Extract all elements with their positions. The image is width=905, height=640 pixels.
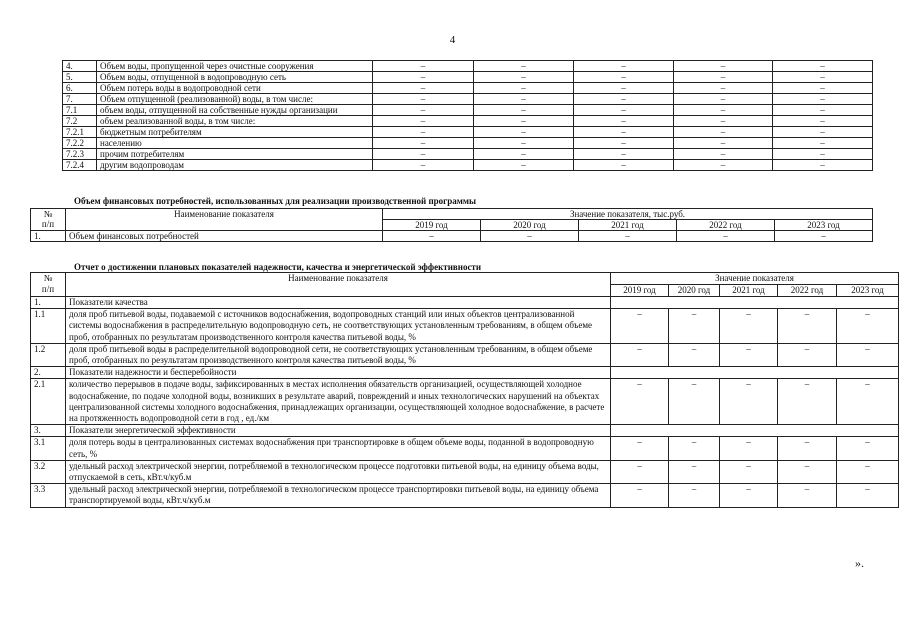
row-value: – xyxy=(674,105,773,116)
table-row xyxy=(63,94,873,105)
year-header: 2020 год xyxy=(481,220,579,231)
year-header: 2023 год xyxy=(837,285,899,297)
row-value: – xyxy=(720,437,778,460)
table-row xyxy=(31,231,873,242)
row-value: – xyxy=(773,105,873,116)
row-number: 7.2.3 xyxy=(63,149,97,160)
water-volume-table xyxy=(62,60,873,171)
row-value: – xyxy=(674,83,773,94)
row-value: – xyxy=(773,83,873,94)
row-value: – xyxy=(474,105,574,116)
row-value: – xyxy=(611,437,669,460)
finance-col-name: Наименование показателя xyxy=(66,209,383,231)
row-value: – xyxy=(720,460,778,483)
row-value: – xyxy=(778,379,837,425)
row-name: Объем потерь воды в водопроводной сети xyxy=(97,83,373,94)
year-header: 2023 год xyxy=(775,220,873,231)
row-number: 7. xyxy=(63,94,97,105)
row-value: – xyxy=(474,72,574,83)
row-number: 4. xyxy=(63,61,97,72)
finance-col-value: Значение показателя, тыс.руб. xyxy=(383,209,873,220)
closing-quote-mark: ». xyxy=(855,556,864,570)
row-value: – xyxy=(574,127,674,138)
year-header: 2019 год xyxy=(383,220,481,231)
year-header: 2021 год xyxy=(720,285,778,297)
report-col-name: Наименование показателя xyxy=(66,273,611,297)
row-value: – xyxy=(669,437,720,460)
row-number: 1. xyxy=(31,297,66,309)
year-header: 2022 год xyxy=(677,220,775,231)
row-name: доля проб питьевой воды в распределительной водопроводной сети, не соответствующих установленным требованиям, в общем объеме проб, отобранных по результатам производственного контроля качества питьевой воды, % xyxy=(66,343,611,366)
row-name: прочим потребителям xyxy=(97,149,373,160)
year-header: 2022 год xyxy=(778,285,837,297)
year-header: 2019 год xyxy=(611,285,669,297)
row-value: – xyxy=(373,72,474,83)
table-row xyxy=(63,160,873,171)
row-number: 1. xyxy=(31,231,66,242)
row-value: – xyxy=(674,116,773,127)
row-number: 7.2.2 xyxy=(63,138,97,149)
row-value: – xyxy=(669,460,720,483)
row-value: – xyxy=(474,94,574,105)
row-number: 1.2 xyxy=(31,343,66,366)
row-value: – xyxy=(383,231,481,242)
row-name: Объем отпущенной (реализованной) воды, в том числе: xyxy=(97,94,373,105)
row-value: – xyxy=(669,484,720,507)
report-col-num: № п/п xyxy=(31,273,66,297)
row-value: – xyxy=(373,127,474,138)
row-value: – xyxy=(720,343,778,366)
row-name: объем реализованной воды, в том числе: xyxy=(97,116,373,127)
row-name: Объем финансовых потребностей xyxy=(66,231,383,242)
row-number: 3. xyxy=(31,425,66,437)
row-value: – xyxy=(773,116,873,127)
table-row xyxy=(31,460,899,483)
row-value: – xyxy=(611,343,669,366)
row-value: – xyxy=(773,127,873,138)
row-value: – xyxy=(611,309,669,344)
row-value: – xyxy=(574,138,674,149)
section-spacer xyxy=(611,297,899,309)
row-value: – xyxy=(373,61,474,72)
row-value: – xyxy=(474,149,574,160)
row-value: – xyxy=(674,138,773,149)
table-row xyxy=(31,309,899,344)
row-number: 7.2 xyxy=(63,116,97,127)
row-number: 5. xyxy=(63,72,97,83)
row-value: – xyxy=(773,61,873,72)
row-value: – xyxy=(574,72,674,83)
row-value: – xyxy=(778,460,837,483)
row-value: – xyxy=(773,72,873,83)
section-row xyxy=(31,297,899,309)
row-value: – xyxy=(574,116,674,127)
report-table xyxy=(30,272,899,508)
row-name: удельный расход электрической энергии, потребляемой в технологическом процессе подготовки питьевой воды, на единицу объема воды, отпускаемой в сеть, кВт.ч/куб.м xyxy=(66,460,611,483)
row-value: – xyxy=(674,149,773,160)
row-value: – xyxy=(373,105,474,116)
year-header: 2021 год xyxy=(579,220,677,231)
report-col-value: Значение показателя xyxy=(611,273,899,285)
row-value: – xyxy=(837,437,899,460)
row-value: – xyxy=(474,127,574,138)
report-table-caption: Отчет о достижении плановых показателей надежности, качества и энергетической эффективности xyxy=(74,262,482,272)
row-value: – xyxy=(837,309,899,344)
page-number: 4 xyxy=(449,34,456,46)
finance-col-num: № п/п xyxy=(31,209,66,231)
section-spacer xyxy=(611,367,899,379)
row-value: – xyxy=(674,94,773,105)
table-row xyxy=(63,83,873,94)
table-row xyxy=(63,116,873,127)
row-value: – xyxy=(778,437,837,460)
section-row xyxy=(31,367,899,379)
row-number: 7.1 xyxy=(63,105,97,116)
row-value: – xyxy=(373,160,474,171)
year-header: 2020 год xyxy=(669,285,720,297)
row-value: – xyxy=(775,231,873,242)
row-number: 6. xyxy=(63,83,97,94)
row-value: – xyxy=(373,138,474,149)
row-value: – xyxy=(837,343,899,366)
row-value: – xyxy=(720,379,778,425)
row-value: – xyxy=(778,343,837,366)
row-value: – xyxy=(474,83,574,94)
row-value: – xyxy=(773,138,873,149)
row-value: – xyxy=(574,61,674,72)
row-name: населению xyxy=(97,138,373,149)
table-row xyxy=(31,379,899,425)
finance-table-caption: Объем финансовых потребностей, использованных для реализации производственной программы xyxy=(74,196,477,206)
row-value: – xyxy=(373,116,474,127)
row-value: – xyxy=(773,149,873,160)
row-value: – xyxy=(373,149,474,160)
row-value: – xyxy=(669,379,720,425)
section-title: Показатели качества xyxy=(66,297,611,309)
finance-table xyxy=(30,208,873,242)
row-value: – xyxy=(574,149,674,160)
table-row xyxy=(31,343,899,366)
row-value: – xyxy=(837,379,899,425)
row-name: доля потерь воды в централизованных системах водоснабжения при транспортировке в общем объеме воды, поданной в водопроводную сеть, % xyxy=(66,437,611,460)
section-row xyxy=(31,425,899,437)
row-value: – xyxy=(674,160,773,171)
row-value: – xyxy=(574,94,674,105)
section-title: Показатели энергетической эффективности xyxy=(66,425,611,437)
row-value: – xyxy=(720,484,778,507)
table-row xyxy=(63,127,873,138)
row-value: – xyxy=(481,231,579,242)
row-name: объем воды, отпущенной на собственные нужды организации xyxy=(97,105,373,116)
row-number: 3.3 xyxy=(31,484,66,507)
row-number: 7.2.4 xyxy=(63,160,97,171)
row-value: – xyxy=(773,160,873,171)
row-name: удельный расход электрической энергии, потребляемой в технологическом процессе транспортировки питьевой воды, на единицу объема транспортируемой воды, кВт.ч/куб.м xyxy=(66,484,611,507)
row-value: – xyxy=(373,94,474,105)
table-row xyxy=(63,149,873,160)
row-value: – xyxy=(574,105,674,116)
row-name: Объем воды, отпущенной в водопроводную сеть xyxy=(97,72,373,83)
row-value: – xyxy=(611,379,669,425)
row-number: 2.1 xyxy=(31,379,66,425)
row-value: – xyxy=(474,61,574,72)
row-value: – xyxy=(669,309,720,344)
table-row xyxy=(63,72,873,83)
row-value: – xyxy=(574,83,674,94)
row-name: бюджетным потребителям xyxy=(97,127,373,138)
row-value: – xyxy=(778,309,837,344)
row-name: доля проб питьевой воды, подаваемой с источников водоснабжения, водопроводных станций или иных объектов централизованной системы водоснабжения в распределительную водопроводную сеть, не соответствующих установленным требованиям, в общем объеме проб, отобранных по результатам производственного контроля качества питьевой воды, % xyxy=(66,309,611,344)
table-row xyxy=(63,61,873,72)
row-value: – xyxy=(474,160,574,171)
row-value: – xyxy=(837,484,899,507)
table-row xyxy=(31,484,899,507)
row-number: 3.1 xyxy=(31,437,66,460)
row-name: Объем воды, пропущенной через очистные сооружения xyxy=(97,61,373,72)
table-row xyxy=(63,138,873,149)
table-row xyxy=(31,437,899,460)
row-value: – xyxy=(669,343,720,366)
section-spacer xyxy=(611,425,899,437)
row-value: – xyxy=(720,309,778,344)
row-number: 1.1 xyxy=(31,309,66,344)
row-value: – xyxy=(837,460,899,483)
row-value: – xyxy=(611,460,669,483)
row-value: – xyxy=(674,61,773,72)
table-row xyxy=(63,105,873,116)
row-value: – xyxy=(778,484,837,507)
row-number: 3.2 xyxy=(31,460,66,483)
row-number: 7.2.1 xyxy=(63,127,97,138)
row-value: – xyxy=(373,83,474,94)
row-value: – xyxy=(474,138,574,149)
row-value: – xyxy=(674,127,773,138)
row-value: – xyxy=(579,231,677,242)
row-number: 2. xyxy=(31,367,66,379)
row-value: – xyxy=(773,94,873,105)
row-value: – xyxy=(674,72,773,83)
row-value: – xyxy=(474,116,574,127)
row-name: другим водопроводам xyxy=(97,160,373,171)
section-title: Показатели надежности и бесперебойности xyxy=(66,367,611,379)
row-name: количество перерывов в подаче воды, зафиксированных в местах исполнения обязательств организацией, осуществляющей холодное водоснабжение, по подаче холодной воды, возникших в результате аварий, повреждений и иных технологических нарушений на объектах централизованной системы холодного водоснабжения, принадлежащих организации, осуществляющей холодное водоснабжение, в расчете на протяженность водопроводной сети в год , ед./км xyxy=(66,379,611,425)
row-value: – xyxy=(574,160,674,171)
row-value: – xyxy=(611,484,669,507)
row-value: – xyxy=(677,231,775,242)
